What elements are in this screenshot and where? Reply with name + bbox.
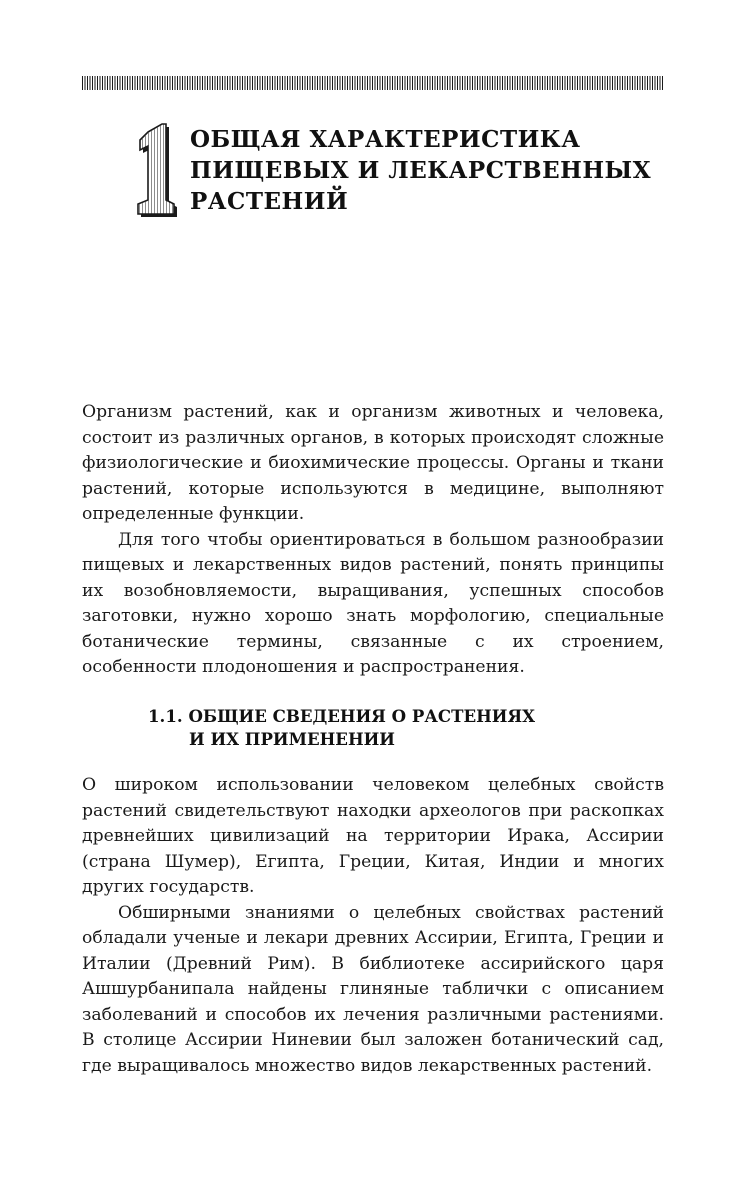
svg-text:1: 1 <box>155 178 156 179</box>
intro-text <box>82 400 664 681</box>
paragraph: Для того чтобы ориентироваться в большом разнообразии пищевых и лекарственных видов растений, понять принципы их возобновляемости, выращивания, успешных способов заготовки, нужно хорошо знать морфологию, специальные ботанические термины, связанные с их строением, особенности плодоношения и распространения. <box>82 529 664 677</box>
section-heading <box>148 705 535 751</box>
chapter-header <box>130 118 690 228</box>
chapter-number <box>130 118 180 218</box>
paragraph: О широком использовании человеком целебных свойств растений свидетельствуют находки археологов при раскопках древнейших цивилизаций на территории Ирака, Ассирии (страна Шумер), Египта, Греции, Китая, Индии и многих других государств. <box>82 775 664 897</box>
section-number: 1.1. <box>148 706 183 726</box>
chapter-title-line: ОБЩАЯ ХАРАКТЕРИСТИКА <box>190 126 581 153</box>
paragraph: Организм растений, как и организм животных и человека, состоит из различных органов, в которых происходят сложные физиологические и биохимические процессы. Органы и ткани растений, которые используются в медицине, выполняют определенные функции. <box>82 402 664 524</box>
chapter-title <box>190 124 670 217</box>
section-title-line: И ИХ ПРИМЕНЕНИИ <box>189 729 395 749</box>
chapter-number-glyph <box>130 118 180 218</box>
chapter-title-line: ПИЩЕВЫХ И ЛЕКАРСТВЕННЫХ <box>190 157 652 184</box>
section-title-line: ОБЩИЕ СВЕДЕНИЯ О РАСТЕНИЯХ <box>188 706 535 726</box>
chapter-title-line: РАСТЕНИЙ <box>190 188 349 215</box>
decorative-top-rule <box>82 76 664 90</box>
section-text <box>82 773 664 1079</box>
paragraph: Обширными знаниями о целебных свойствах растений обладали ученые и лекари древних Ассирии, Египта, Греции и Италии (Древний Рим). В библиотеке ассирийского царя Ашшурбанипала найдены глиняные таблички с описанием заболеваний и способов их лечения различными растениями. В столице Ассирии Ниневии был заложен ботанический сад, где выращивалось множество видов лекарственных растений. <box>82 902 664 1076</box>
